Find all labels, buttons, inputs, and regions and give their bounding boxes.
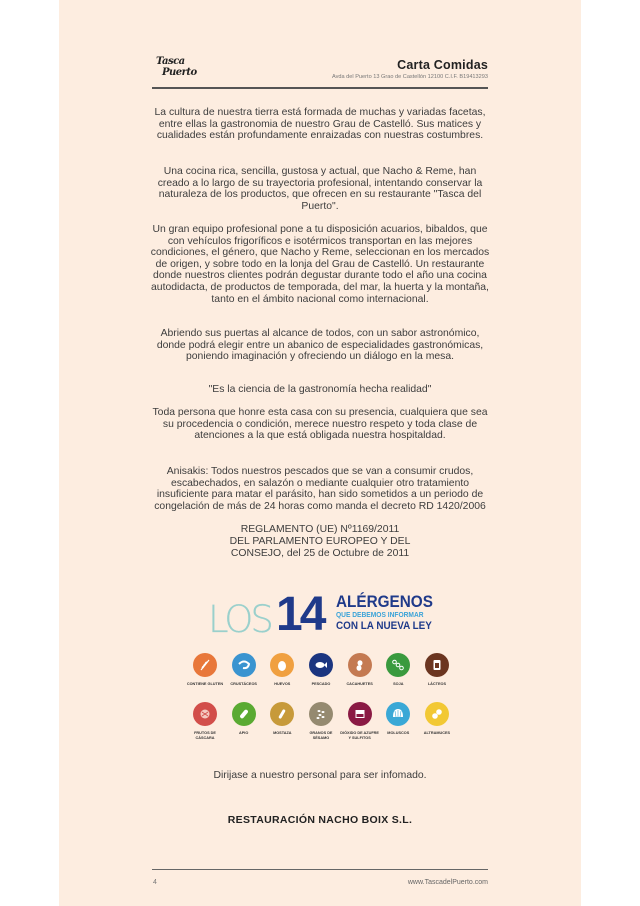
allergen-moluscos: MOLUSCOS: [379, 702, 417, 741]
allergen-gluten: CONTIENE GLUTEN: [186, 653, 224, 687]
allergen-huevos: HUEVOS: [263, 653, 301, 687]
paragraph-anisakis: Anisakis: Todos nuestros pescados que se van a consumir crudos, escabechados, en salazón o mediante cualquier otro tratamiento insuficiente para matar el parásito, han sido sometidos a un periodo de congelación de más de 24 horas como manda el decreto RD 1420/2006: [154, 466, 486, 512]
footer-divider: [152, 869, 488, 870]
paragraph-culture: La cultura de nuestra tierra está formada de muchas y variadas facetas, entre ellas la gastronomia de nuestro Grau de Castelló. Sus matices y cualidades están profundamente enraizadas con nuestras costumbres.: [154, 107, 486, 142]
milk-icon: [425, 653, 449, 677]
allergen-crustaceos: CRUSTÁCEOS: [225, 653, 263, 687]
info-line: Dirijase a nuestro personal para ser infomado.: [213, 770, 427, 781]
lupin-icon: [425, 702, 449, 726]
allergen-lacteos: LÁCTEOS: [418, 653, 456, 687]
shrimp-icon: [232, 653, 256, 677]
paragraph-puertas: Abriendo sus puertas al alcance de todos, con un sabor astronómico, donde podrá elegir entre un abanico de especialidades gastronómicas, poniendo imaginación y ofreciendo un diálogo en la mesa.: [156, 328, 484, 363]
shell-icon: [386, 702, 410, 726]
quote: "Es la ciencia de la gastronomía hecha realidad": [208, 384, 432, 395]
allergen-frutos-cascara: FRUTOS DE CÁSCARA: [186, 702, 224, 741]
paragraph-cocina: Una cocina rica, sencilla, gustosa y actual, que Nacho & Reme, han creado a lo largo de su trayectoria profesional, intentando conservar la naturaleza de los productos, que ofrecen en su restaurante "Tasca del Puerto".: [157, 166, 483, 212]
allergen-soja: SOJA: [379, 653, 417, 687]
company-name: RESTAURACIÓN NACHO BOIX S.L.: [227, 814, 413, 826]
allergen-apio: APIO: [225, 702, 263, 741]
nut-icon: [193, 702, 217, 726]
soy-icon: [386, 653, 410, 677]
allergen-altramuces: ALTRAMUCES: [418, 702, 456, 741]
allergen-sulfitos: DIÓXIDO DE AZUFRE Y SULFITOS: [341, 702, 379, 741]
allergen-mostaza: MOSTAZA: [263, 702, 301, 741]
regulation-line-2: DEL PARLAMENTO EUROPEO Y DEL: [229, 536, 411, 547]
wheat-icon: [193, 653, 217, 677]
website-link[interactable]: www.TascadelPuerto.com: [407, 879, 488, 886]
egg-icon: [270, 653, 294, 677]
sulfite-icon: [348, 702, 372, 726]
tasca-logo: Tasca Puerto: [156, 56, 197, 78]
address-line: Avda del Puerto 13 Grao de Castellón 12100 C.I.F. B19413293: [331, 74, 488, 80]
allergen-sesamo: GRANOS DE SÉSAMO: [302, 702, 340, 741]
sesame-icon: [309, 702, 333, 726]
header-divider: [152, 87, 488, 89]
allergen-row-2: [186, 702, 456, 741]
page-header: [152, 54, 488, 88]
regulation-line-3: CONSEJO, del 25 de Octubre de 2011: [230, 548, 410, 559]
paragraph-hospitalidad: Toda persona que honre esta casa con su presencia, cualquiera que sea su procedencia o condición, merece nuestro respeto y toda clase de atenciones a la que está obligada nuestra hospitaldad.: [152, 407, 488, 442]
allergen-row-1: [186, 653, 456, 687]
fish-icon: [309, 653, 333, 677]
peanut-icon: [348, 653, 372, 677]
allergen-pescado: PESCADO: [302, 653, 340, 687]
page-number: 4: [153, 879, 157, 886]
regulation-line-1: REGLAMENTO (UE) Nº1169/2011: [240, 524, 400, 535]
allergen-cacahuetes: CACAHUETES: [341, 653, 379, 687]
paragraph-equipo: Un gran equipo profesional pone a tu disposición acuarios, bibaldos, que con vehículos frigoríficos e isotérmicos transportan en las mejores condiciones, el género, que Nacho y Reme, seleccionan en los mercados de origen, y sobre todo en la lonja del Grau de Castelló. Un restaurante donde nuestros clientes podrán degustar durante todo el año una cocina autodidacta, de productos de temporada, del mar, la huerta y la montaña, tanto en el ámbito nacional como internacional.: [150, 224, 490, 305]
page-title: Carta Comidas: [397, 58, 488, 72]
celery-icon: [232, 702, 256, 726]
allergens-banner: LOS 14 ALÉRGENOS QUE DEBEMOS INFORMAR CON LA NUEVA LEY: [208, 588, 433, 641]
mustard-icon: [270, 702, 294, 726]
